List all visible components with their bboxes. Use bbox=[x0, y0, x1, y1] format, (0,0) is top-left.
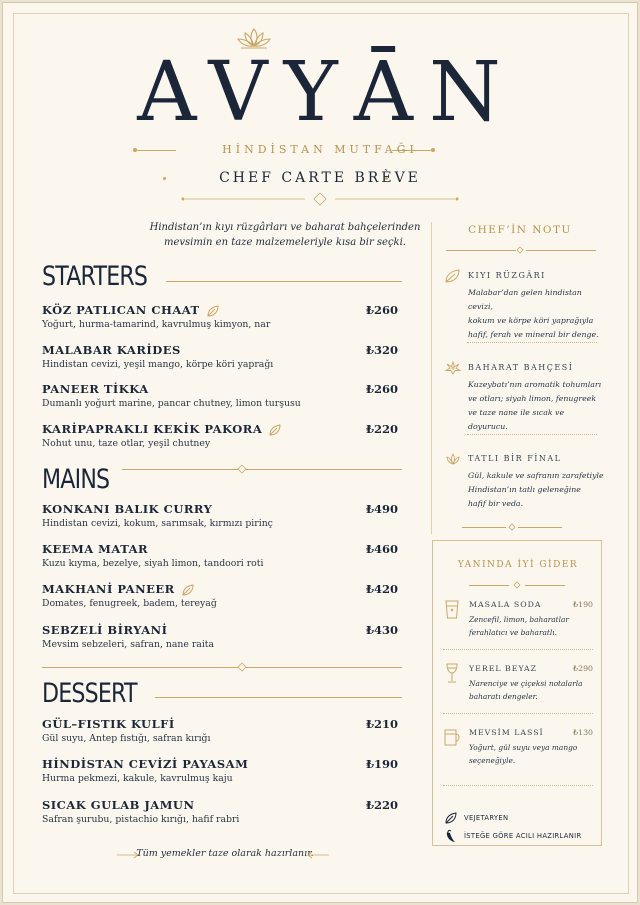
wine-glass-icon bbox=[443, 662, 461, 684]
dotted-separator bbox=[443, 713, 593, 714]
item-name: KARİPAPRAKLI KEKİK PAKORA bbox=[42, 421, 402, 437]
item-name: HİNDİSTAN CEVİZİ PAYASAM bbox=[42, 757, 249, 771]
diamond-ornament-icon bbox=[508, 523, 516, 531]
leaf-icon bbox=[444, 269, 462, 283]
item-price: ₺190 bbox=[365, 757, 398, 771]
vegetarian-leaf-icon bbox=[268, 424, 282, 436]
note-body: Gül, kakule ve safranın zarafetiyle Hindistan’ın tatlı geleneğine hafif bir veda. bbox=[468, 471, 604, 508]
item-name: SEBZELİ BİRYANİ bbox=[42, 623, 168, 637]
menu-item bbox=[42, 381, 402, 411]
menu-item bbox=[42, 501, 402, 531]
pairing-price: ₺290 bbox=[573, 664, 593, 673]
legend-label: VEJETARYEN bbox=[464, 814, 509, 822]
chef-note-rule bbox=[518, 527, 562, 528]
pairings-title: YANINDA İYİ GİDER bbox=[457, 560, 579, 570]
diamond-ornament-icon bbox=[516, 246, 524, 254]
item-name: KEEMA MATAR bbox=[42, 542, 149, 556]
menu-item bbox=[42, 342, 402, 372]
item-price: ₺490 bbox=[365, 502, 398, 516]
chili-pepper-icon bbox=[444, 829, 458, 843]
mug-icon bbox=[443, 726, 461, 748]
star-anise-icon bbox=[444, 361, 462, 375]
pairings-rule bbox=[469, 585, 509, 586]
menu-item bbox=[42, 622, 402, 652]
pairing-item bbox=[443, 663, 593, 703]
menu-item bbox=[42, 797, 402, 827]
vegetarian-leaf-icon bbox=[444, 812, 458, 824]
item-price: ₺430 bbox=[365, 623, 398, 637]
section-rule bbox=[155, 697, 402, 698]
pairing-description: Yoğurt, gül suyu veya mango seçeneğiyle. bbox=[469, 743, 578, 765]
item-description: Hurma pekmezi, kakule, kavrulmuş kaju bbox=[42, 773, 233, 784]
footer-note: Tüm yemekler taze olarak hazırlanır. bbox=[136, 848, 314, 859]
item-description: Nohut unu, taze otlar, yeşil chutney bbox=[42, 438, 211, 449]
item-price: ₺260 bbox=[365, 382, 398, 396]
chef-note-rule bbox=[462, 527, 506, 528]
intro-line: mevsimin en taze malzemeleriyle kısa bir seçki. bbox=[163, 237, 406, 248]
diamond-ornament-icon bbox=[513, 581, 521, 589]
item-description: Safran şurubu, pistachio kırığı, hafif rabri bbox=[42, 814, 240, 825]
chef-note-rule bbox=[446, 250, 516, 251]
item-description: Domates, fenugreek, badem, tereyağ bbox=[42, 598, 217, 609]
item-description: Yoğurt, hurma-tamarind, kavrulmuş kimyon, nar bbox=[42, 319, 271, 330]
dotted-separator bbox=[467, 434, 597, 435]
chef-note-block bbox=[444, 362, 604, 434]
diamond-ornament-icon bbox=[237, 662, 247, 672]
note-heading: BAHARAT BAHÇESİ bbox=[468, 363, 574, 372]
vegetarian-leaf-icon bbox=[181, 584, 195, 596]
item-name: GÜL–FISTIK KULFİ bbox=[42, 717, 175, 731]
section-title-starters: STARTERS bbox=[42, 261, 148, 292]
item-price: ₺210 bbox=[365, 717, 398, 731]
dotted-separator bbox=[443, 649, 593, 650]
dotted-separator bbox=[467, 342, 597, 343]
pairing-item bbox=[443, 727, 593, 767]
item-name: MALABAR KARİDES bbox=[42, 343, 181, 357]
item-description: Hindistan cevizi, kokum, sarımsak, kırmızı pirinç bbox=[42, 518, 273, 529]
menu-item bbox=[42, 581, 402, 611]
section-rule bbox=[122, 469, 402, 470]
menu-item bbox=[42, 541, 402, 571]
item-price: ₺460 bbox=[365, 542, 398, 556]
pairing-price: ₺190 bbox=[573, 600, 593, 609]
chef-note-title: CHEF’İN NOTU bbox=[468, 224, 572, 236]
item-description: Hindistan cevizi, yeşil mango, körpe köri yaprağı bbox=[42, 359, 274, 370]
chef-note-rule bbox=[526, 250, 596, 251]
menu-item bbox=[42, 756, 402, 786]
item-price: ₺220 bbox=[365, 422, 398, 436]
diamond-ornament-icon bbox=[237, 464, 247, 474]
legend-vegetarian bbox=[444, 812, 508, 824]
legend-label: İSTEĞE GÖRE ACILI HAZIRLANIR bbox=[464, 832, 582, 840]
item-price: ₺220 bbox=[365, 798, 398, 812]
section-rule bbox=[42, 667, 402, 668]
note-heading: TATLI BİR FİNAL bbox=[468, 454, 562, 463]
item-name: MAKHANİ PANEER bbox=[42, 581, 402, 597]
column-divider bbox=[431, 222, 432, 534]
item-price: ₺260 bbox=[365, 303, 398, 317]
intro-line: Hindistan’ın kıyı rüzgârları ve baharat bahçelerinden bbox=[149, 222, 421, 233]
dotted-separator bbox=[443, 785, 593, 786]
item-description: Kuzu kıyma, bezelye, siyah limon, tandoori roti bbox=[42, 558, 264, 569]
menu-item bbox=[42, 421, 402, 451]
pairing-description: Zencefil, limon, baharatlar ferahlatıcı ve baharatlı. bbox=[469, 615, 569, 637]
item-name: PANEER TİKKA bbox=[42, 382, 149, 396]
note-body: Malabar’dan gelen hindistan cevizi, kokum ve körpe köri yaprağıyla hafif, ferah ve mineral bir denge. bbox=[468, 288, 599, 339]
item-price: ₺420 bbox=[365, 582, 398, 596]
menu-item bbox=[42, 302, 402, 332]
item-name: KÖZ PATLICAN CHAAT bbox=[42, 302, 402, 318]
chef-note-block bbox=[444, 453, 604, 511]
item-description: Dumanlı yoğurt marine, pancar chutney, limon turşusu bbox=[42, 398, 301, 409]
glass-icon bbox=[443, 598, 461, 620]
item-description: Mevsim sebzeleri, safran, nane raita bbox=[42, 639, 215, 650]
section-title-mains: MAINS bbox=[42, 464, 110, 495]
lotus-icon bbox=[444, 452, 462, 466]
pairing-item bbox=[443, 599, 593, 639]
header-divider bbox=[0, 0, 640, 210]
item-name: SICAK GULAB JAMUN bbox=[42, 798, 195, 812]
menu-label: CHEF CARTE BRÈVE bbox=[219, 170, 421, 186]
section-title-dessert: DESSERT bbox=[42, 678, 137, 709]
section-rule bbox=[166, 281, 402, 282]
item-name: KONKANI BALIK CURRY bbox=[42, 502, 213, 516]
pairings-box bbox=[432, 540, 602, 846]
brand-subtitle: HİNDİSTAN MUTFAĞI bbox=[222, 143, 418, 156]
pairing-name: MASALA SODA bbox=[469, 600, 542, 609]
vegetarian-leaf-icon bbox=[206, 305, 220, 317]
pairing-name: MEVSİM LASSİ bbox=[469, 728, 544, 737]
legend-spicy bbox=[444, 829, 581, 843]
item-description: Gül suyu, Antep fıstığı, safran kırığı bbox=[42, 733, 211, 744]
note-body: Kuzeybatı’nın aromatik tohumları ve otları; siyah limon, fenugreek ve taze nane ile sıcak ve doyurucu. bbox=[468, 380, 602, 431]
item-price: ₺320 bbox=[365, 343, 398, 357]
brand-logo: AVYĀN bbox=[137, 45, 517, 140]
footer-arrow-right-icon bbox=[306, 851, 330, 859]
pairing-description: Narenciye ve çiçeksi notalarla baharatı dengeler. bbox=[469, 679, 583, 701]
menu-item bbox=[42, 716, 402, 746]
pairing-name: YEREL BEYAZ bbox=[469, 664, 538, 673]
note-heading: KIYI RÜZGÂRI bbox=[468, 271, 546, 280]
pairing-price: ₺130 bbox=[573, 728, 593, 737]
pairings-rule bbox=[525, 585, 565, 586]
chef-note-block bbox=[444, 270, 604, 342]
intro-text bbox=[140, 220, 430, 250]
